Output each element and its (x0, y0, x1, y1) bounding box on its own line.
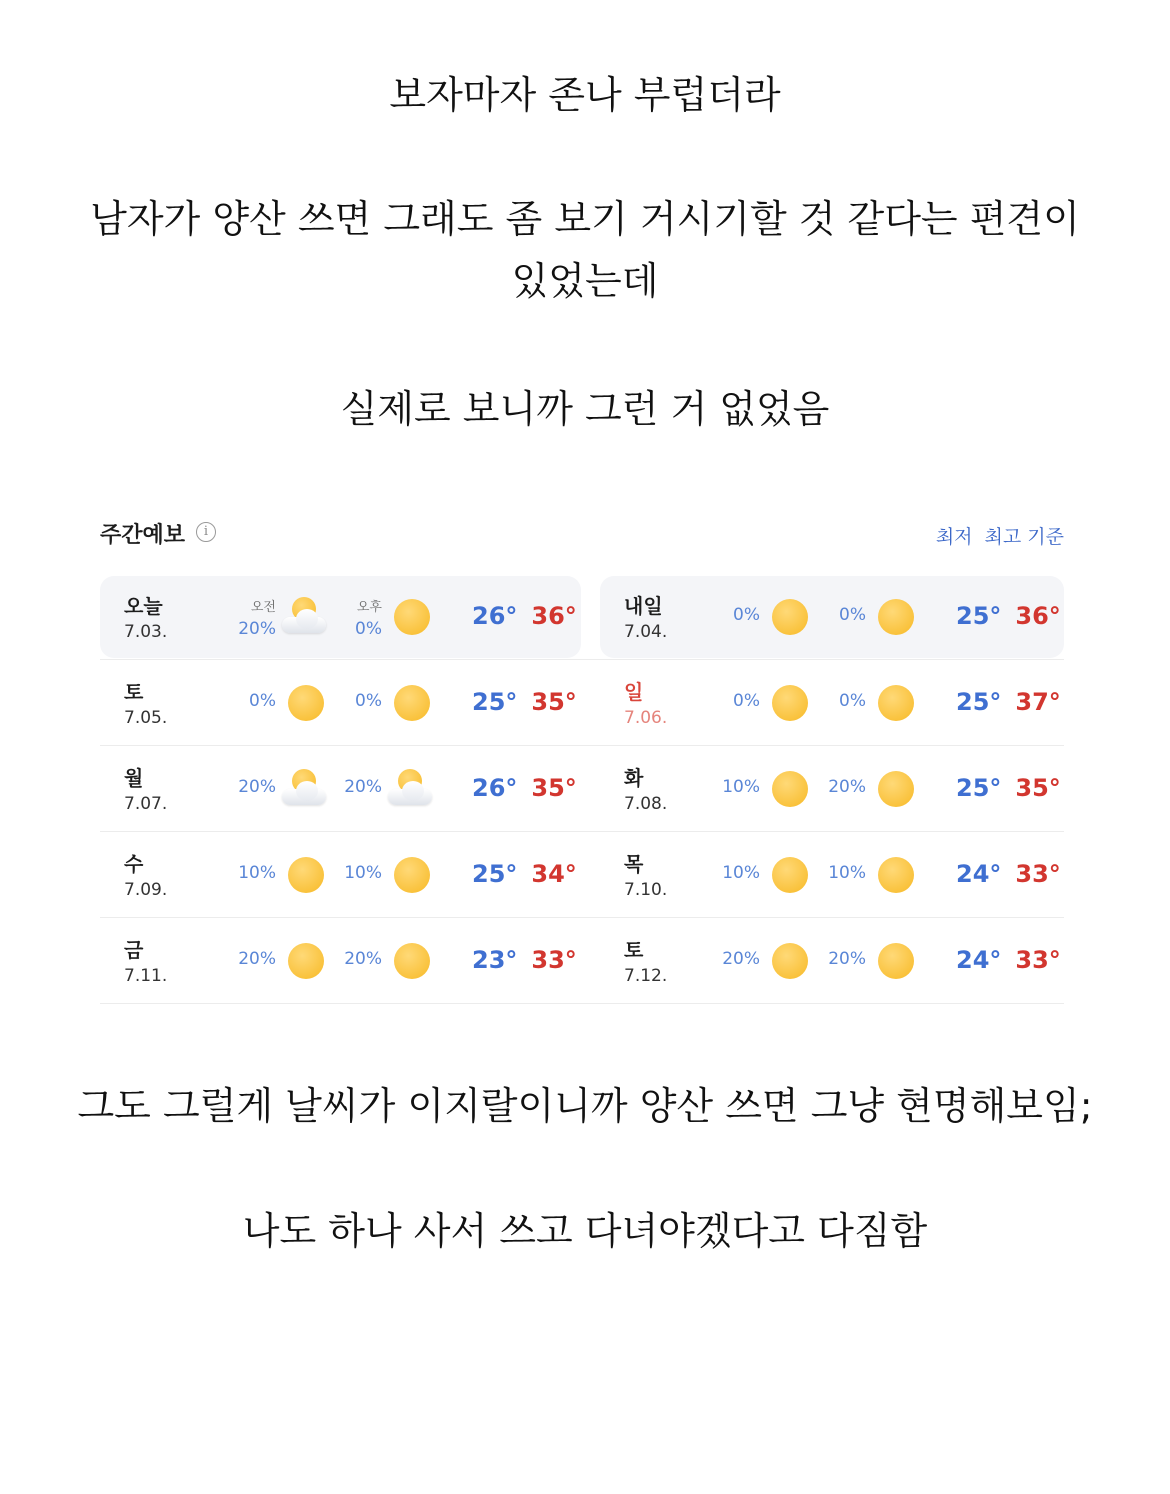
rain-probability: 20% (828, 777, 866, 797)
temperature-range (956, 688, 1061, 716)
sun-shape (288, 685, 324, 721)
sun-icon (770, 941, 810, 981)
am-slot (226, 920, 336, 1002)
rain-probability: 0% (355, 691, 382, 711)
day-name: 수 (124, 852, 144, 876)
forecast-row (100, 748, 1064, 834)
sun-icon (392, 597, 432, 637)
am-slot (226, 662, 336, 744)
temp-max: 33° (531, 946, 577, 974)
temp-max: 36° (531, 602, 577, 630)
rain-probability: 0% (733, 605, 760, 625)
temp-min: 25° (472, 688, 518, 716)
temp-min: 24° (956, 860, 1002, 888)
sun-icon (286, 683, 326, 723)
sun-icon (876, 683, 916, 723)
day-name: 토 (124, 680, 144, 704)
rain-probability: 20% (344, 949, 382, 969)
day-cell[interactable] (100, 920, 581, 1002)
sun-icon (770, 683, 810, 723)
am-slot (226, 748, 336, 830)
partly-cloudy-icon (392, 769, 432, 809)
am-slot (226, 834, 336, 916)
day-cell[interactable] (600, 576, 1064, 658)
temp-min: 24° (956, 946, 1002, 974)
day-date: 7.04. (624, 622, 668, 642)
day-cell[interactable] (600, 662, 1064, 744)
rain-probability: 0% (355, 619, 382, 639)
temp-min: 25° (472, 860, 518, 888)
day-cell[interactable] (100, 662, 581, 744)
forecast-row (100, 576, 1064, 662)
day-date: 7.06. (624, 708, 668, 728)
day-date: 7.05. (124, 708, 168, 728)
day-name: 금 (124, 938, 144, 962)
sun-icon (876, 597, 916, 637)
sun-icon (876, 941, 916, 981)
row-divider (100, 745, 1064, 746)
temp-max: 34° (531, 860, 577, 888)
day-cell[interactable] (100, 576, 581, 658)
temp-min: 26° (472, 602, 518, 630)
temperature-range (472, 602, 577, 630)
temperature-range (472, 860, 577, 888)
day-date: 7.08. (624, 794, 668, 814)
day-cell[interactable] (600, 834, 1064, 916)
day-date: 7.07. (124, 794, 168, 814)
post-line-2a: 남자가 양산 쓰면 그래도 좀 보기 거시기할 것 같다는 편견이 (90, 197, 1080, 241)
cloud-shape (388, 781, 434, 805)
sun-icon (286, 855, 326, 895)
post-line-1: 보자마자 존나 부럽더라 (389, 73, 781, 117)
rain-probability: 20% (238, 619, 276, 639)
pm-slot (332, 576, 442, 658)
forecast-row (100, 662, 1064, 748)
info-icon[interactable]: i (196, 522, 216, 542)
sun-shape (878, 771, 914, 807)
sun-icon (770, 769, 810, 809)
day-date: 7.09. (124, 880, 168, 900)
forecast-row (100, 834, 1064, 920)
am-slot (710, 662, 820, 744)
pm-slot (816, 576, 926, 658)
day-cell[interactable] (600, 920, 1064, 1002)
sun-icon (392, 941, 432, 981)
temp-max: 36° (1015, 602, 1061, 630)
sun-icon (286, 941, 326, 981)
weekly-forecast-card (100, 514, 1064, 1006)
row-divider (100, 917, 1064, 918)
temperature-range (472, 946, 577, 974)
rain-probability: 20% (828, 949, 866, 969)
forecast-header (100, 514, 1064, 560)
rain-probability: 0% (249, 691, 276, 711)
rain-probability: 0% (839, 605, 866, 625)
am-slot (226, 576, 336, 658)
am-slot (710, 748, 820, 830)
day-name: 목 (624, 852, 644, 876)
temp-min: 23° (472, 946, 518, 974)
temp-min: 26° (472, 774, 518, 802)
sort-max-label[interactable]: 최고 기준 (984, 526, 1064, 548)
pm-label: 오후 (356, 600, 382, 615)
post-line-3: 실제로 보니까 그런 거 없었음 (340, 387, 830, 431)
pm-slot (816, 834, 926, 916)
day-date: 7.10. (624, 880, 668, 900)
temp-max: 33° (1015, 860, 1061, 888)
pm-slot (816, 662, 926, 744)
pm-slot (332, 834, 442, 916)
partly-cloudy-icon (286, 769, 326, 809)
pm-slot (816, 748, 926, 830)
day-cell[interactable] (600, 748, 1064, 830)
post-line-5: 나도 하나 사서 쓰고 다녀야겠다고 다짐함 (242, 1209, 928, 1253)
rain-probability: 10% (344, 863, 382, 883)
sun-shape (772, 857, 808, 893)
temp-min: 25° (956, 774, 1002, 802)
rain-probability: 0% (839, 691, 866, 711)
temp-max: 35° (1015, 774, 1061, 802)
sun-icon (770, 597, 810, 637)
temperature-range (956, 774, 1061, 802)
row-divider (100, 659, 1064, 660)
temp-max: 37° (1015, 688, 1061, 716)
day-date: 7.11. (124, 966, 168, 986)
day-name: 월 (124, 766, 144, 790)
sun-shape (394, 599, 430, 635)
rain-probability: 20% (344, 777, 382, 797)
temperature-range (472, 774, 577, 802)
sort-min-label[interactable]: 최저 (935, 526, 973, 548)
sun-shape (394, 685, 430, 721)
sun-shape (394, 943, 430, 979)
row-divider (100, 831, 1064, 832)
forecast-row (100, 920, 1064, 1006)
sun-shape (772, 599, 808, 635)
cloud-shape (282, 781, 328, 805)
temperature-range (956, 860, 1061, 888)
sun-shape (288, 857, 324, 893)
sun-icon (876, 769, 916, 809)
row-divider (100, 1003, 1064, 1004)
sun-icon (770, 855, 810, 895)
sun-shape (878, 943, 914, 979)
day-date: 7.03. (124, 622, 168, 642)
sun-icon (876, 855, 916, 895)
temperature-range (956, 602, 1061, 630)
pm-slot (332, 662, 442, 744)
sun-shape (772, 771, 808, 807)
partly-cloudy-icon (286, 597, 326, 637)
cloud-shape (282, 609, 328, 633)
sun-shape (878, 857, 914, 893)
temp-max: 33° (1015, 946, 1061, 974)
post-line-2 (0, 188, 1170, 312)
am-label: 오전 (250, 600, 276, 615)
am-slot (710, 920, 820, 1002)
post-line-4: 그도 그럴게 날씨가 이지랄이니까 양산 쓰면 그냥 현명해보임; (77, 1084, 1093, 1128)
day-cell[interactable] (100, 748, 581, 830)
temperature-range (956, 946, 1061, 974)
temp-max: 35° (531, 688, 577, 716)
rain-probability: 10% (828, 863, 866, 883)
sun-shape (878, 599, 914, 635)
pm-slot (332, 920, 442, 1002)
day-date: 7.12. (624, 966, 668, 986)
am-slot (710, 576, 820, 658)
day-cell[interactable] (100, 834, 581, 916)
forecast-title: 주간예보 (100, 523, 186, 548)
sun-shape (878, 685, 914, 721)
rain-probability: 20% (722, 949, 760, 969)
rain-probability: 20% (238, 777, 276, 797)
temp-min: 25° (956, 602, 1002, 630)
day-name: 화 (624, 766, 644, 790)
sun-shape (394, 857, 430, 893)
temp-max: 35° (531, 774, 577, 802)
pm-slot (816, 920, 926, 1002)
rain-probability: 0% (733, 691, 760, 711)
sun-icon (392, 855, 432, 895)
rain-probability: 20% (238, 949, 276, 969)
rain-probability: 10% (238, 863, 276, 883)
day-name: 일 (624, 680, 644, 704)
day-name: 내일 (624, 594, 663, 618)
rain-probability: 10% (722, 777, 760, 797)
sun-shape (288, 943, 324, 979)
sun-shape (772, 943, 808, 979)
pm-slot (332, 748, 442, 830)
day-name: 오늘 (124, 594, 163, 618)
post-line-2b: 있었는데 (511, 259, 659, 303)
day-name: 토 (624, 938, 644, 962)
temp-min: 25° (956, 688, 1002, 716)
rain-probability: 10% (722, 863, 760, 883)
sun-icon (392, 683, 432, 723)
temperature-range (472, 688, 577, 716)
sort-toggle[interactable] (924, 522, 1064, 549)
sun-shape (772, 685, 808, 721)
am-slot (710, 834, 820, 916)
